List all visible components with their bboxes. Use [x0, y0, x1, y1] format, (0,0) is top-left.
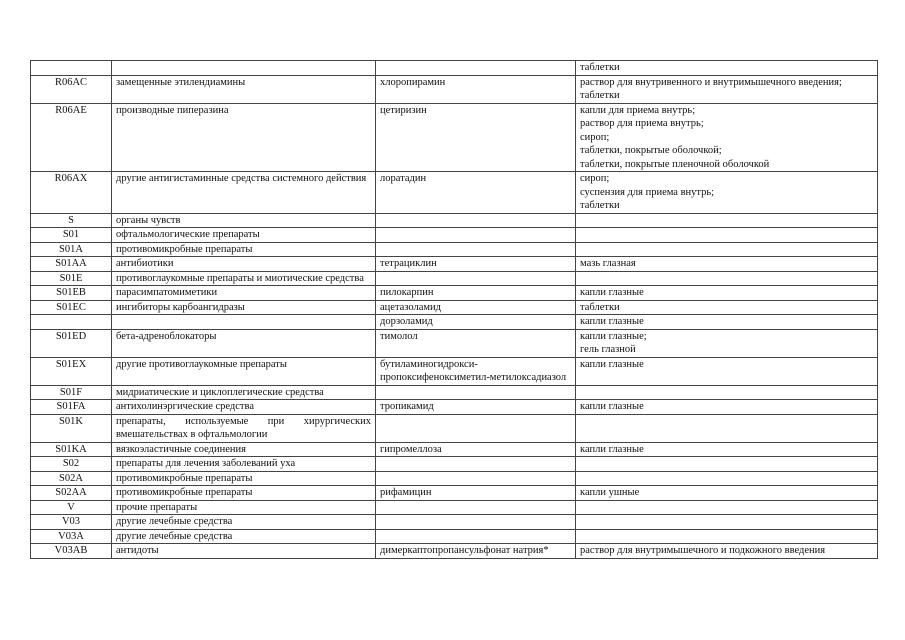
- dosage-form: раствор для внутримышечного и подкожного введения: [580, 545, 826, 556]
- atc-code-cell: S: [31, 213, 112, 228]
- table-row: [31, 357, 878, 385]
- atc-group-cell: [112, 61, 376, 76]
- dosage-form: капли глазные: [580, 316, 644, 327]
- table-row: [31, 271, 878, 286]
- table-row: [31, 315, 878, 330]
- atc-code-cell: S01ED: [31, 329, 112, 357]
- atc-group-cell: противомикробные препараты: [112, 242, 376, 257]
- atc-group-cell: [112, 315, 376, 330]
- table-row: [31, 213, 878, 228]
- drug-name-cell: гипромеллоза: [376, 442, 576, 457]
- atc-code-cell: S01EB: [31, 286, 112, 301]
- dosage-forms-cell: [576, 286, 878, 301]
- atc-group-cell: антибиотики: [112, 257, 376, 272]
- drug-name-cell: дорзоламид: [376, 315, 576, 330]
- atc-code-cell: S02: [31, 457, 112, 472]
- drug-name-cell: хлоропирамин: [376, 75, 576, 103]
- atc-code-cell: R06AX: [31, 172, 112, 214]
- drug-name-cell: лоратадин: [376, 172, 576, 214]
- atc-group-cell: другие противоглаукомные препараты: [112, 357, 376, 385]
- table-row: [31, 400, 878, 415]
- drug-name-cell: димеркаптопропансульфонат натрия*: [376, 544, 576, 559]
- table-row: [31, 257, 878, 272]
- table-row: [31, 486, 878, 501]
- dosage-form: капли ушные: [580, 487, 640, 498]
- atc-code-cell: S01AA: [31, 257, 112, 272]
- atc-group-cell: препараты, используемые при хирургических вмешательствах в офтальмологии: [112, 414, 376, 442]
- dosage-form: мазь глазная: [580, 258, 636, 269]
- atc-group-cell: другие лечебные средства: [112, 529, 376, 544]
- dosage-forms-cell: [576, 242, 878, 257]
- atc-code-cell: R06AC: [31, 75, 112, 103]
- dosage-form: сироп;: [580, 173, 610, 184]
- dosage-form: таблетки: [580, 62, 620, 73]
- drug-name-cell: [376, 385, 576, 400]
- atc-code-cell: [31, 61, 112, 76]
- dosage-form: таблетки, покрытые оболочкой;: [580, 145, 722, 156]
- table-row: [31, 228, 878, 243]
- drug-name-cell: [376, 271, 576, 286]
- dosage-forms-cell: [576, 471, 878, 486]
- dosage-forms-cell: [576, 315, 878, 330]
- dosage-form: капли глазные: [580, 443, 644, 455]
- drug-name-cell: [376, 457, 576, 472]
- dosage-forms-cell: [576, 486, 878, 501]
- dosage-form: таблетки: [580, 301, 620, 313]
- dosage-forms-cell: [576, 442, 878, 457]
- atc-group-cell: противомикробные препараты: [112, 486, 376, 501]
- table-row: [31, 414, 878, 442]
- dosage-forms-cell: [576, 544, 878, 559]
- table-row: [31, 103, 878, 172]
- atc-code-cell: S01EX: [31, 357, 112, 385]
- dosage-forms-cell: [576, 300, 878, 315]
- dosage-form: таблетки: [580, 90, 620, 101]
- dosage-forms-cell: [576, 75, 878, 103]
- dosage-form: суспензия для приема внутрь;: [580, 186, 715, 198]
- atc-group-cell: другие антигистаминные средства системного действия: [112, 172, 376, 214]
- dosage-forms-cell: [576, 457, 878, 472]
- dosage-forms-cell: [576, 385, 878, 400]
- dosage-form: раствор для приема внутрь;: [580, 118, 704, 129]
- atc-code-cell: V03: [31, 515, 112, 530]
- atc-code-cell: S02AA: [31, 486, 112, 501]
- dosage-forms-cell: [576, 228, 878, 243]
- dosage-forms-cell: [576, 172, 878, 214]
- atc-code-cell: S01FA: [31, 400, 112, 415]
- drug-name-cell: ацетазоламид: [376, 300, 576, 315]
- table-row: [31, 442, 878, 457]
- dosage-form: капли глазные: [580, 358, 644, 370]
- atc-code-cell: S01: [31, 228, 112, 243]
- atc-group-cell: органы чувств: [112, 213, 376, 228]
- atc-code-cell: S01E: [31, 271, 112, 286]
- atc-code-cell: V: [31, 500, 112, 515]
- table-row: [31, 385, 878, 400]
- table-row: [31, 61, 878, 76]
- dosage-form: капли глазные: [580, 401, 644, 412]
- dosage-form: таблетки, покрытые пленочной оболочкой: [580, 158, 770, 170]
- dosage-forms-cell: [576, 500, 878, 515]
- table-row: [31, 500, 878, 515]
- atc-code-cell: R06AE: [31, 103, 112, 172]
- drug-name-cell: рифамицин: [376, 486, 576, 501]
- table-row: [31, 471, 878, 486]
- atc-code-cell: V03A: [31, 529, 112, 544]
- atc-group-cell: прочие препараты: [112, 500, 376, 515]
- drug-name-cell: [376, 213, 576, 228]
- atc-group-cell: ингибиторы карбоангидразы: [112, 300, 376, 315]
- drug-name-cell: [376, 500, 576, 515]
- dosage-forms-cell: [576, 103, 878, 172]
- atc-code-cell: S01KA: [31, 442, 112, 457]
- drug-name-cell: тетрациклин: [376, 257, 576, 272]
- dosage-forms-cell: [576, 329, 878, 357]
- drug-table-body: [31, 61, 878, 559]
- drug-name-cell: тимолол: [376, 329, 576, 357]
- drug-name-cell: [376, 242, 576, 257]
- drug-name-cell: [376, 515, 576, 530]
- table-row: [31, 544, 878, 559]
- drug-name-cell: [376, 228, 576, 243]
- dosage-form: сироп;: [580, 131, 610, 143]
- table-row: [31, 286, 878, 301]
- drug-table: [30, 60, 878, 559]
- drug-name-cell: [376, 529, 576, 544]
- drug-name-cell: тропикамид: [376, 400, 576, 415]
- atc-code-cell: V03AB: [31, 544, 112, 559]
- dosage-form: раствор для внутривенного и внутримышечного введения;: [580, 76, 842, 88]
- atc-group-cell: замещенные этилендиамины: [112, 75, 376, 103]
- atc-code-cell: S01A: [31, 242, 112, 257]
- dosage-forms-cell: [576, 529, 878, 544]
- atc-group-cell: противоглаукомные препараты и миотические средства: [112, 271, 376, 286]
- atc-group-cell: препараты для лечения заболеваний уха: [112, 457, 376, 472]
- dosage-forms-cell: [576, 271, 878, 286]
- table-row: [31, 242, 878, 257]
- dosage-forms-cell: [576, 357, 878, 385]
- dosage-forms-cell: [576, 515, 878, 530]
- drug-name-cell: [376, 471, 576, 486]
- dosage-forms-cell: [576, 61, 878, 76]
- table-row: [31, 457, 878, 472]
- atc-group-cell: антидоты: [112, 544, 376, 559]
- atc-group-cell: антихолинэргические средства: [112, 400, 376, 415]
- dosage-form: капли глазные;: [580, 330, 647, 342]
- drug-name-cell: пилокарпин: [376, 286, 576, 301]
- table-row: [31, 529, 878, 544]
- atc-group-cell: бета-адреноблокаторы: [112, 329, 376, 357]
- dosage-form: гель глазной: [580, 344, 636, 355]
- drug-name-cell: бутиламиногидрокси-пропоксифеноксиметил-метилоксадиазол: [376, 357, 576, 385]
- atc-group-cell: производные пиперазина: [112, 103, 376, 172]
- dosage-forms-cell: [576, 213, 878, 228]
- dosage-forms-cell: [576, 257, 878, 272]
- atc-code-cell: [31, 315, 112, 330]
- atc-group-cell: вязкоэластичные соединения: [112, 442, 376, 457]
- table-row: [31, 172, 878, 214]
- atc-group-cell: офтальмологические препараты: [112, 228, 376, 243]
- drug-name-cell: [376, 61, 576, 76]
- dosage-forms-cell: [576, 414, 878, 442]
- atc-code-cell: S02A: [31, 471, 112, 486]
- drug-name-cell: цетиризин: [376, 103, 576, 172]
- atc-code-cell: S01K: [31, 414, 112, 442]
- table-row: [31, 75, 878, 103]
- dosage-forms-cell: [576, 400, 878, 415]
- dosage-form: капли для приема внутрь;: [580, 104, 696, 116]
- atc-code-cell: S01F: [31, 385, 112, 400]
- atc-code-cell: S01EC: [31, 300, 112, 315]
- dosage-form: таблетки: [580, 200, 620, 211]
- atc-group-cell: противомикробные препараты: [112, 471, 376, 486]
- atc-group-cell: другие лечебные средства: [112, 515, 376, 530]
- table-row: [31, 329, 878, 357]
- dosage-form: капли глазные: [580, 287, 644, 298]
- table-row: [31, 515, 878, 530]
- table-row: [31, 300, 878, 315]
- atc-group-cell: мидриатические и циклоплегические средства: [112, 385, 376, 400]
- drug-name-cell: [376, 414, 576, 442]
- atc-group-cell: парасимпатомиметики: [112, 286, 376, 301]
